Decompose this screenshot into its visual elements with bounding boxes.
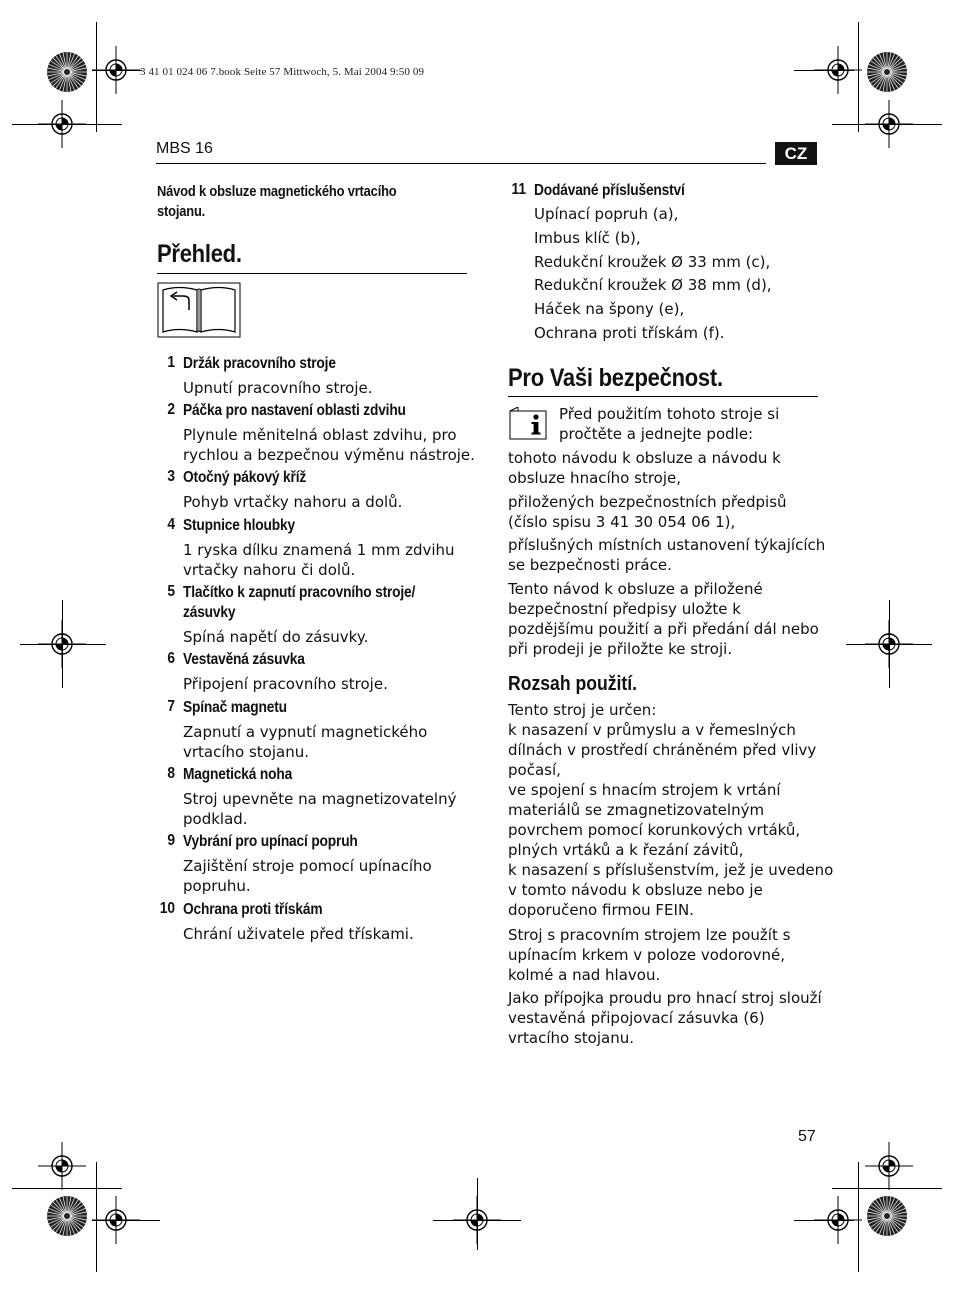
item-description: Plynule měnitelná oblast zdvihu, pro rychlou a bezpečnou výměnu nástroje. <box>183 426 475 464</box>
header-rule <box>156 163 766 164</box>
accessory-line: Redukční kroužek Ø 33 mm (c), <box>534 253 771 271</box>
registration-mark-icon <box>865 100 913 148</box>
color-rosette-icon <box>46 51 88 93</box>
safety-heading: Pro Vaši bezpečnost. <box>508 364 723 392</box>
open-book-icon <box>157 282 241 338</box>
item-description: Stroj upevněte na magnetizovatelný podklad. <box>183 790 457 828</box>
use-line: k nasazení v průmyslu a v řemeslných <box>508 721 796 739</box>
accessory-line: Imbus klíč (b), <box>534 229 641 247</box>
print-slug: 3 41 01 024 06 7.book Seite 57 Mittwoch, 5. Mai 2004 9:50 09 <box>140 66 425 78</box>
item-title: Vybrání pro upínací popruh <box>183 833 358 850</box>
accessory-line: Háček na špony (e), <box>534 300 685 318</box>
safety-paragraph: přiložených bezpečnostních předpisů (číslo spisu 3 41 30 054 06 1), <box>508 493 787 531</box>
info-manual-icon <box>508 407 548 441</box>
safety-paragraph: příslušných místních ustanovení týkajících se bezpečnosti práce. <box>508 536 826 574</box>
color-rosette-icon <box>866 1195 908 1237</box>
registration-mark-icon <box>38 620 86 668</box>
registration-mark-icon <box>453 1196 501 1244</box>
item-description: Zapnutí a vypnutí magnetického vrtacího stojanu. <box>183 723 428 761</box>
item-title: Ochrana proti třískám <box>183 901 323 918</box>
language-badge: CZ <box>775 142 817 165</box>
model-label: MBS 16 <box>156 140 213 157</box>
item-title: Vestavěná zásuvka <box>183 651 305 668</box>
use-line: dílnách v prostředí chráněném před vlivy <box>508 741 817 759</box>
use-line: materiálů se zmagnetizovatelným <box>508 801 765 819</box>
item-description: Připojení pracovního stroje. <box>183 675 388 693</box>
page-number: 57 <box>798 1128 816 1145</box>
item-title: Tlačítko k zapnutí pracovního stroje/ zásuvky <box>183 584 416 621</box>
safety-paragraph: Tento návod k obsluze a přiložené bezpečnostní předpisy uložte k pozdějšímu použití a při předání dál nebo při prodeji je přiložte ke stroji. <box>508 580 819 658</box>
item-title: Magnetická noha <box>183 766 293 783</box>
item-title: Stupnice hloubky <box>183 517 295 534</box>
use-line: doporučeno firmou FEIN. <box>508 901 694 919</box>
clamp-paragraph: Stroj s pracovním strojem lze použít s upínacím krkem v poloze vodorovné, kolmé a nad hlavou. <box>508 926 791 984</box>
registration-mark-icon <box>92 1196 140 1244</box>
registration-mark-icon <box>38 100 86 148</box>
registration-mark-icon <box>814 1196 862 1244</box>
item-title: Páčka pro nastavení oblasti zdvihu <box>183 402 406 419</box>
use-line: ve spojení s hnacím strojem k vrtání <box>508 781 781 799</box>
registration-mark-icon <box>92 46 140 94</box>
item-title: Dodávané příslušenství <box>534 182 685 199</box>
heading-rule <box>508 396 818 397</box>
registration-mark-icon <box>865 620 913 668</box>
item-title: Spínač magnetu <box>183 699 287 716</box>
item-description: 1 ryska dílku znamená 1 mm zdvihu vrtačky nahoru či dolů. <box>183 541 455 579</box>
use-line: počasí, <box>508 761 561 779</box>
power-paragraph: Jako přípojka proudu pro hnací stroj slouží vestavěná připojovací zásuvka (6) vrtacího stojanu. <box>508 989 822 1047</box>
item-description: Spíná napětí do zásuvky. <box>183 628 369 646</box>
use-line: Tento stroj je určen: <box>508 701 657 719</box>
item-description: Pohyb vrtačky nahoru a dolů. <box>183 493 403 511</box>
use-line: povrchem pomocí korunkových vrtáků, <box>508 821 801 839</box>
heading-rule <box>157 273 467 274</box>
color-rosette-icon <box>866 51 908 93</box>
color-rosette-icon <box>46 1195 88 1237</box>
document-subtitle: Návod k obsluze magnetického vrtacího stojanu. <box>157 183 397 220</box>
use-line: k nasazení s příslušenstvím, jež je uvedeno <box>508 861 834 879</box>
item-title: Otočný pákový kříž <box>183 469 307 486</box>
item-title: Držák pracovního stroje <box>183 355 336 372</box>
item-description: Zajištění stroje pomocí upínacího popruhu. <box>183 857 432 895</box>
registration-mark-icon <box>38 1142 86 1190</box>
accessory-line: Redukční kroužek Ø 38 mm (d), <box>534 276 772 294</box>
registration-mark-icon <box>814 46 862 94</box>
use-line: plných vrtáků a k řezání závitů, <box>508 841 744 859</box>
safety-intro: Před použitím tohoto stroje si pročtěte a jednejte podle: <box>559 405 780 443</box>
item-description: Upnutí pracovního stroje. <box>183 379 373 397</box>
item-description: Chrání uživatele před třískami. <box>183 925 414 943</box>
registration-mark-icon <box>865 1142 913 1190</box>
accessory-line: Upínací popruh (a), <box>534 205 679 223</box>
intended-use-heading: Rozsah použití. <box>508 673 638 695</box>
accessory-line: Ochrana proti třískám (f). <box>534 324 725 342</box>
use-line: v tomto návodu k obsluze nebo je <box>508 881 763 899</box>
overview-heading: Přehled. <box>157 240 242 268</box>
safety-paragraph: tohoto návodu k obsluze a návodu k obsluze hnacího stroje, <box>508 449 781 487</box>
